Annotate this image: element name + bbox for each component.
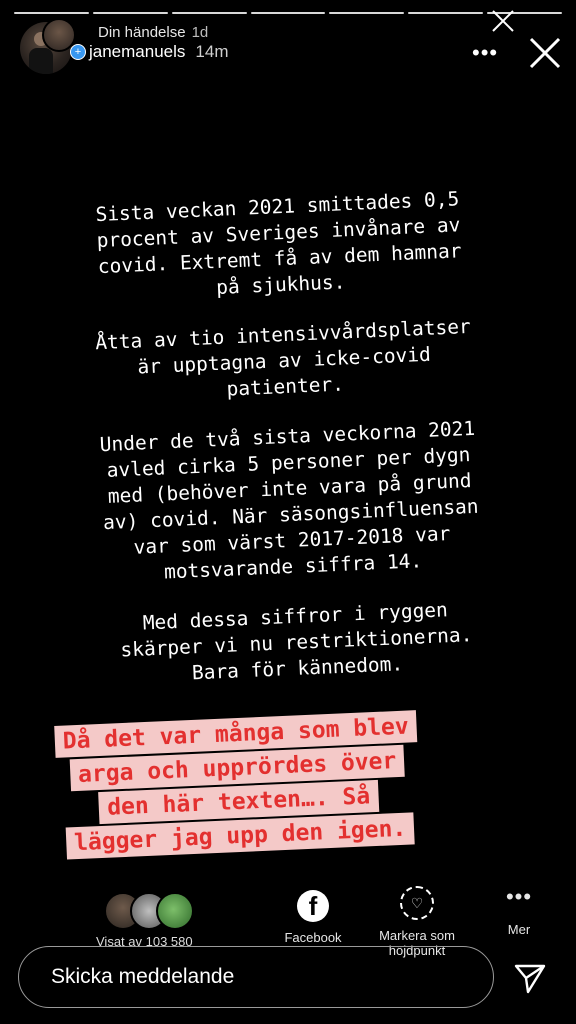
viewer-avatar: [156, 892, 194, 930]
message-input[interactable]: [18, 946, 494, 1008]
story-paragraph: Åtta av tio intensivvårdsplatser är upptagna av icke-covid patienter.: [94, 314, 472, 401]
story-event-label[interactable]: [98, 24, 208, 41]
progress-segment: [14, 12, 89, 14]
viewers-count: Visat av 103 580: [96, 934, 193, 949]
highlight-text: [15, 708, 461, 863]
highlight-line: den här texten…. Så: [99, 780, 379, 824]
facebook-label: Facebook: [284, 930, 342, 945]
more-button[interactable]: [494, 884, 544, 937]
close-icon[interactable]: [486, 4, 520, 38]
facebook-share-button[interactable]: [268, 890, 358, 945]
more-label: Mer: [507, 922, 531, 937]
message-placeholder: Skicka meddelande: [51, 965, 235, 988]
close-icon[interactable]: [528, 36, 562, 70]
progress-segment: [408, 12, 483, 14]
facebook-icon: [297, 890, 329, 922]
progress-segment: [172, 12, 247, 14]
more-icon: •••: [505, 884, 533, 909]
story-event-title: Din händelse: [98, 24, 186, 41]
story-event-time: 1d: [191, 24, 209, 41]
story-progress-bar: [14, 12, 562, 14]
progress-segment: [329, 12, 404, 14]
plus-badge-icon: +: [70, 44, 86, 60]
more-options-icon[interactable]: •••: [472, 40, 499, 65]
post-time: 14m: [195, 42, 229, 61]
progress-segment: [93, 12, 168, 14]
highlight-line: lägger jag upp den igen.: [65, 812, 414, 859]
viewers-button[interactable]: [96, 892, 214, 949]
highlight-line: arga och upprördes över: [69, 745, 405, 792]
user-row[interactable]: [70, 42, 228, 62]
send-icon[interactable]: [512, 960, 548, 996]
progress-segment: [251, 12, 326, 14]
heart-highlight-icon: ♡: [400, 886, 434, 920]
facebook-glyph: f: [308, 891, 318, 921]
story-paragraph: Under de två sista veckorna 2021 avled cirka 5 personer per dygn med (behöver inte vara på grund av) covid. När säsongsinfluensan var som värst 2017-2018 var motsvarande siffra 14.: [99, 416, 479, 584]
story-text: [29, 183, 547, 716]
highlight-label: Markera som höjdpunkt: [379, 928, 455, 958]
username: janemanuels: [89, 42, 186, 61]
highlight-line: Då det var många som blev: [54, 710, 417, 758]
viewer-avatars: [104, 892, 214, 930]
story-paragraph: Med dessa siffror i ryggen skärper vi nu restriktionerna. Bara för kännedom.: [119, 598, 473, 685]
story-paragraph: Sista veckan 2021 smittades 0,5 procent av Sveriges invånare av covid. Extremt få av dem hamnar på sjukhus.: [95, 187, 462, 299]
